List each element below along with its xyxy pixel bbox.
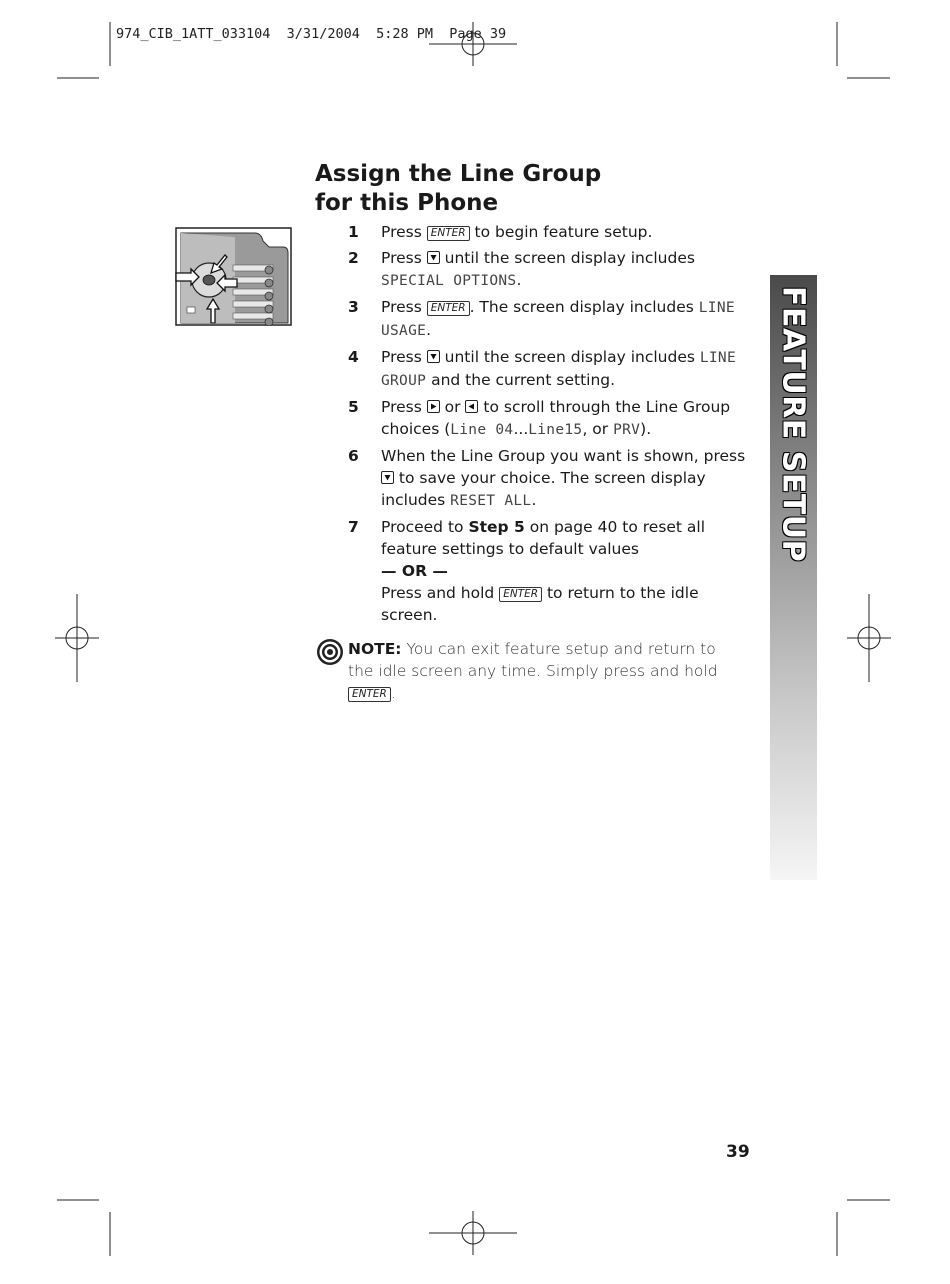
note-label: NOTE: [348,640,402,658]
step-number: 3 [348,298,359,316]
step-3: 3 Press ENTER . The screen display includes LINE USAGE. [348,298,735,339]
right-arrow-key-icon [427,400,440,413]
section-side-tab-label: FEATURE SETUP [775,286,811,563]
step-number: 4 [348,348,359,366]
step-4: 4 Press until the screen display includes LINE GROUP and the current setting. [348,348,736,389]
enter-key-icon: ENTER [427,226,470,241]
down-arrow-key-icon [427,350,440,363]
enter-key-icon: ENTER [348,687,391,702]
note [316,638,746,704]
lcd-text: SPECIAL OPTIONS [381,273,517,289]
down-arrow-key-icon [381,471,394,484]
step-number: 7 [348,518,359,536]
page-title [315,160,601,218]
step-7: 7 Proceed to Step 5 on page 40 to reset all feature settings to default values — OR — Press and hold ENTER to return to the idle screen. [348,518,706,624]
lcd-text: Line15 [528,422,583,438]
note-text: NOTE: You can exit feature setup and return to the idle screen any time. Simply press and hold ENTER . [348,640,718,702]
lcd-text: PRV [613,422,641,438]
down-arrow-key-icon [427,251,440,264]
phone-navigation-key-illustration [175,227,292,326]
step-number: 6 [348,447,359,465]
step-6: 6 When the Line Group you want is shown, press to save your choice. The screen display includes RESET ALL. [348,447,746,509]
instruction-steps [348,221,758,630]
lcd-text: Line 04 [450,422,514,438]
target-note-icon [316,638,344,666]
left-arrow-key-icon [465,400,478,413]
or-divider: — OR — [381,562,448,580]
title-line-1: Assign the Line Group [315,161,602,187]
title-line-2: for this Phone [315,190,499,216]
step-number: 2 [348,249,359,267]
lcd-text: LINE USAGE [381,300,735,339]
lcd-text: LINE GROUP [381,350,736,389]
step-number: 5 [348,398,359,416]
step-1: 1 Press ENTER to begin feature setup. [348,223,653,241]
enter-key-icon: ENTER [427,301,470,316]
print-slug: 974_CIB_1ATT_033104 3/31/2004 5:28 PM Page 39 [116,26,507,42]
enter-key-icon: ENTER [499,587,542,602]
lcd-text: RESET ALL [450,493,532,509]
page-number: 39 [726,1142,750,1162]
step-number: 1 [348,223,359,241]
step-2: 2 Press until the screen display includes SPECIAL OPTIONS. [348,249,695,289]
step-5: 5 Press or to scroll through the Line Group choices (Line 04...Line15, or PRV). [348,398,731,438]
